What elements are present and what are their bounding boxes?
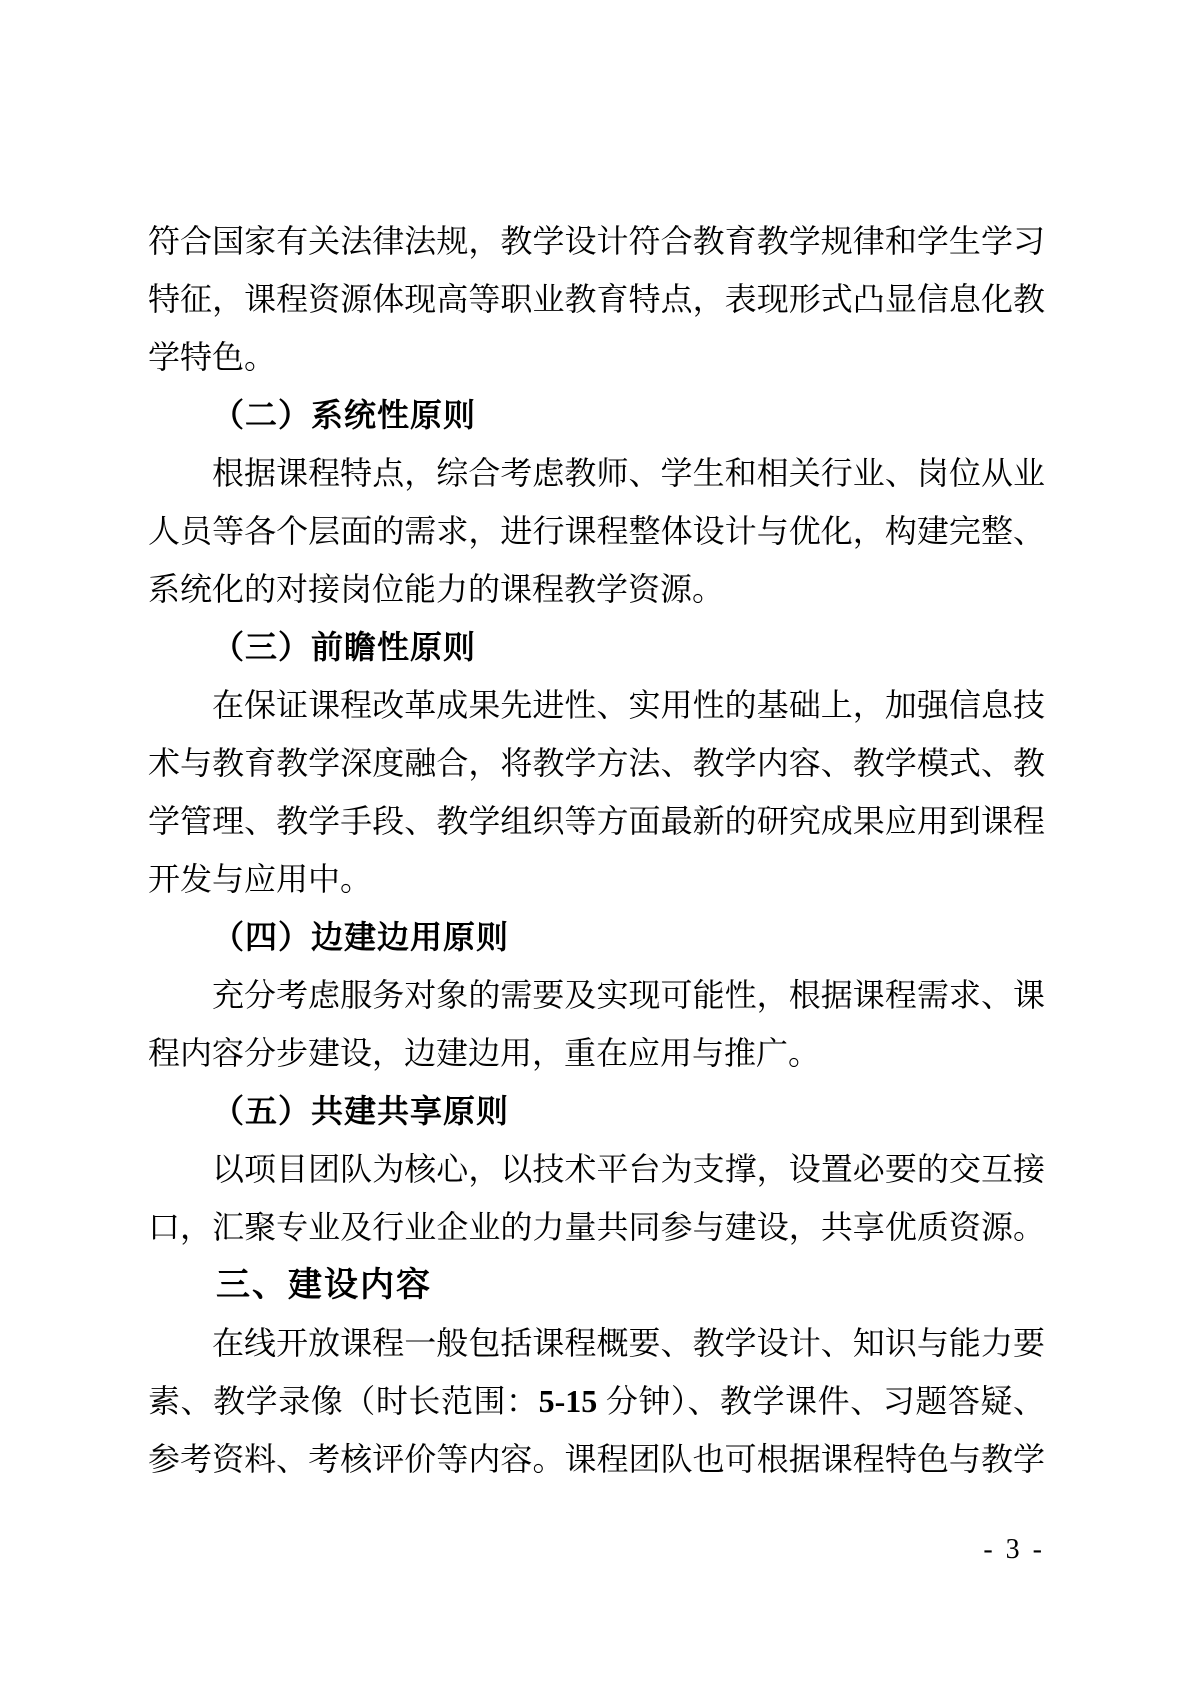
section-subheading: （五）共建共享原则 [212, 1093, 510, 1129]
paragraph-line: 学特色。 [148, 339, 277, 375]
paragraph-line: 开发与应用中。 [148, 861, 373, 897]
bold-number: 5-15 [538, 1383, 598, 1419]
paragraph-line: 充分考虑服务对象的需要及实现可能性，根据课程需求、课 [212, 977, 1045, 1013]
document-body [148, 212, 1045, 1488]
section-subheading: （四）边建边用原则 [212, 919, 510, 955]
section-subheading: （三）前瞻性原则 [212, 629, 477, 665]
paragraph-line: 术与教育教学深度融合，将教学方法、教学内容、教学模式、教 [148, 745, 1045, 781]
paragraph-line: 口，汇聚专业及行业企业的力量共同参与建设，共享优质资源。 [148, 1209, 1045, 1245]
paragraph-line: 参考资料、考核评价等内容。课程团队也可根据课程特色与教学 [148, 1441, 1045, 1477]
paragraph-line: 人员等各个层面的需求，进行课程整体设计与优化，构建完整、 [148, 513, 1045, 549]
paragraph-line: 以项目团队为核心，以技术平台为支撑，设置必要的交互接 [212, 1151, 1045, 1187]
section-heading: 三、建设内容 [216, 1266, 432, 1304]
paragraph-line: 在保证课程改革成果先进性、实用性的基础上，加强信息技 [212, 687, 1045, 723]
paragraph-line: 特征，课程资源体现高等职业教育特点，表现形式凸显信息化教 [148, 281, 1045, 317]
paragraph-line: 程内容分步建设，边建边用，重在应用与推广。 [148, 1035, 821, 1071]
paragraph-line [148, 1372, 1045, 1430]
paragraph-line: 根据课程特点，综合考虑教师、学生和相关行业、岗位从业 [212, 455, 1045, 491]
paragraph-line: 符合国家有关法律法规，教学设计符合教育教学规律和学生学习 [148, 223, 1045, 259]
page-number: - 3 - [983, 1534, 1045, 1565]
text-segment: 分钟）、教学课件、习题答疑、 [597, 1383, 1045, 1419]
paragraph-line: 在线开放课程一般包括课程概要、教学设计、知识与能力要 [212, 1325, 1045, 1361]
section-subheading: （二）系统性原则 [212, 397, 477, 433]
text-segment: 素、教学录像（时长范围： [148, 1383, 539, 1419]
paragraph-line: 学管理、教学手段、教学组织等方面最新的研究成果应用到课程 [148, 803, 1045, 839]
paragraph-line: 系统化的对接岗位能力的课程教学资源。 [148, 571, 725, 607]
